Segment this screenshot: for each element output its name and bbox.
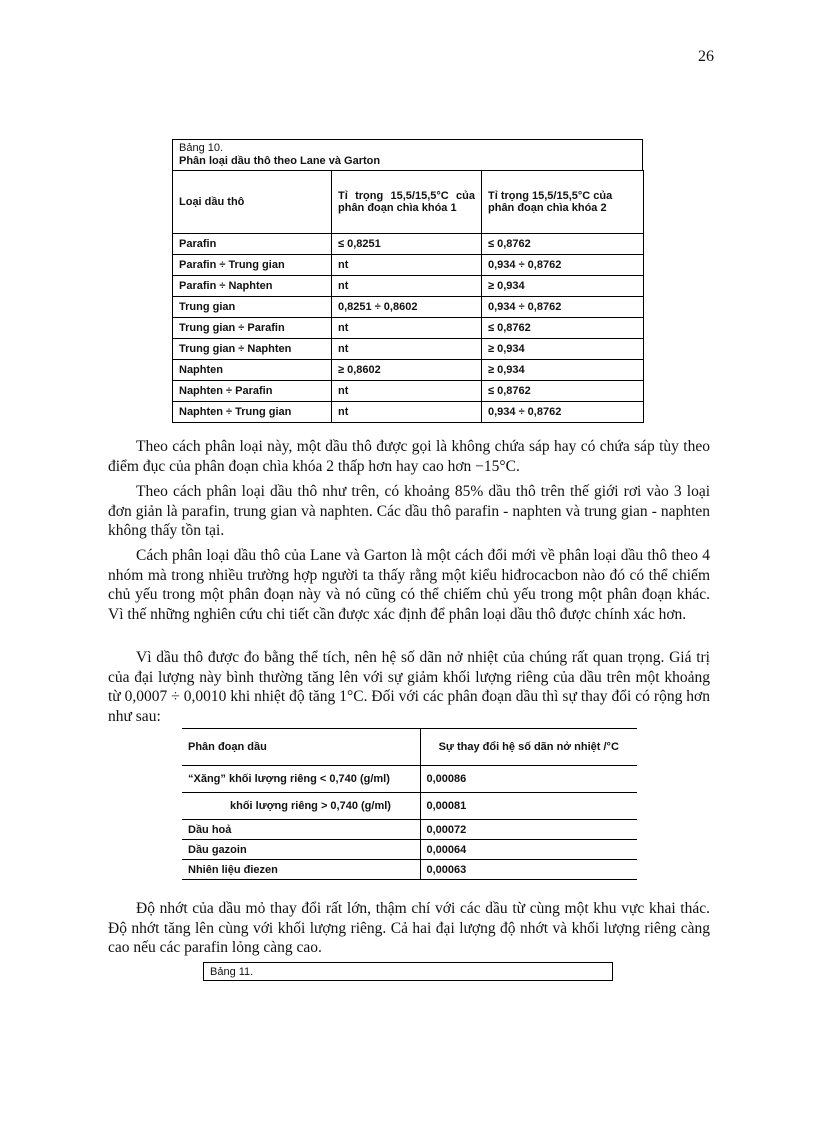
table-cell: 0,934 ÷ 0,8762 <box>482 255 644 276</box>
table-cell: Parafin ÷ Naphten <box>173 276 332 297</box>
table-cell: 0,00064 <box>420 840 637 860</box>
table-10-number: Bảng 10. <box>179 142 224 154</box>
table-cell: 0,00081 <box>420 793 637 820</box>
table-cell: khối lượng riêng > 0,740 (g/ml) <box>182 793 420 820</box>
table-cell: Parafin ÷ Trung gian <box>173 255 332 276</box>
table-cell: Trung gian <box>173 297 332 318</box>
table-row <box>173 297 644 318</box>
table-11-caption <box>203 962 613 981</box>
table-row <box>173 360 644 381</box>
table-cell: Nhiên liệu điezen <box>182 860 420 880</box>
table-cell: 0,00086 <box>420 766 637 793</box>
table-cell: Naphten ÷ Trung gian <box>173 402 332 423</box>
table-cell: nt <box>332 381 482 402</box>
header-cell: Sự thay đổi hệ số dãn nở nhiệt /°C <box>420 729 637 766</box>
paragraph <box>108 482 710 541</box>
thermal-expansion-grid <box>182 728 637 880</box>
table-cell: ≤ 0,8762 <box>482 234 644 255</box>
table-cell: nt <box>332 276 482 297</box>
table-row <box>182 840 637 860</box>
paragraph <box>108 648 710 726</box>
paragraph <box>108 437 710 476</box>
table-row <box>173 234 644 255</box>
table-10-title: Phân loại dầu thô theo Lane và Garton <box>179 155 381 167</box>
table-cell: nt <box>332 318 482 339</box>
table-cell: nt <box>332 402 482 423</box>
table-cell: ≥ 0,934 <box>482 360 644 381</box>
paragraph <box>108 899 710 958</box>
paragraph-text: Theo cách phân loại này, một dầu thô được gọi là không chứa sáp hay có chứa sáp tùy theo điểm đục của phân đoạn chìa khóa 2 thấp hơn hay cao hơn −15°C. <box>108 438 710 475</box>
paragraph-text: Độ nhớt của dầu mỏ thay đổi rất lớn, thậm chí với các dầu từ cùng một khu vực khai thác. Độ nhớt tăng lên cùng với khối lượng riêng. Cả hai đại lượng độ nhớt và khối lượng riêng càng cao nếu các parafin lỏng càng cao. <box>108 900 710 956</box>
table-row <box>173 381 644 402</box>
table-10-caption <box>172 139 643 170</box>
table-cell: ≤ 0,8762 <box>482 318 644 339</box>
table-row <box>182 860 637 880</box>
paragraph <box>108 546 710 624</box>
table-cell: Parafin <box>173 234 332 255</box>
table-header-row <box>182 729 637 766</box>
table-cell: nt <box>332 339 482 360</box>
table-cell: ≥ 0,8602 <box>332 360 482 381</box>
table-row <box>182 766 637 793</box>
table-row <box>173 402 644 423</box>
table-cell: “Xăng” khối lượng riêng < 0,740 (g/ml) <box>182 766 420 793</box>
table-cell: 0,934 ÷ 0,8762 <box>482 297 644 318</box>
table-row <box>182 793 637 820</box>
table-row <box>182 820 637 840</box>
table-cell: 0,8251 ÷ 0,8602 <box>332 297 482 318</box>
table-11-number: Bảng 11. <box>210 966 254 978</box>
table-row <box>173 318 644 339</box>
table-cell: Dầu gazoin <box>182 840 420 860</box>
page-number: 26 <box>698 48 714 65</box>
header-cell: Phân đoạn dầu <box>182 729 420 766</box>
header-cell: Tỉ trọng 15,5/15,5°C của phân đoạn chìa khóa 2 <box>482 171 644 234</box>
header-cell: Loại dầu thô <box>173 171 332 234</box>
table-cell: ≥ 0,934 <box>482 339 644 360</box>
thermal-expansion-table <box>182 728 637 880</box>
paragraph-text: Vì dầu thô được đo bằng thể tích, nên hệ số dãn nở nhiệt của chúng rất quan trọng. Giá trị của đại lượng này bình thường tăng lên với sự giảm khối lượng riêng của dầu trên một khoảng từ 0,0007 ÷ 0,0010 khi nhiệt độ tăng 1°C. Đối với các phân đoạn dầu thì sự thay đổi có rộng hơn như sau: <box>108 649 710 725</box>
table-row <box>173 276 644 297</box>
table-cell: ≥ 0,934 <box>482 276 644 297</box>
table-cell: 0,00063 <box>420 860 637 880</box>
table-10-grid <box>172 170 644 423</box>
table-cell: Naphten <box>173 360 332 381</box>
table-cell: nt <box>332 255 482 276</box>
paragraph-text: Cách phân loại dầu thô của Lane và Garton là một cách đổi mới về phân loại dầu thô theo 4 nhóm mà trong nhiều trường hợp người ta thấy rằng một kiểu hiđrocacbon nào đó có thể chiếm chủ yếu trong một phân đoạn này và nó cũng có thể chiếm chủ yếu trong một phân đoạn khác. Vì thế những nghiên cứu chi tiết cần được xác định để phân loại dầu thô được chính xác hơn. <box>108 547 710 623</box>
table-cell: Trung gian ÷ Parafin <box>173 318 332 339</box>
table-row <box>173 339 644 360</box>
header-cell: Tỉ trọng 15,5/15,5°C của phân đoạn chìa khóa 1 <box>332 171 482 234</box>
paragraph-text: Theo cách phân loại dầu thô như trên, có khoảng 85% dầu thô trên thế giới rơi vào 3 loại đơn giản là parafin, trung gian và naphten. Các dầu thô parafin - naphten và trung gian - naphten không thấy tồn tại. <box>108 483 710 539</box>
table-cell: Trung gian ÷ Naphten <box>173 339 332 360</box>
table-header-row <box>173 171 644 234</box>
table-row <box>173 255 644 276</box>
table-cell: Naphten ÷ Parafin <box>173 381 332 402</box>
table-cell: 0,934 ÷ 0,8762 <box>482 402 644 423</box>
table-cell: 0,00072 <box>420 820 637 840</box>
table-cell: ≤ 0,8251 <box>332 234 482 255</box>
table-cell: ≤ 0,8762 <box>482 381 644 402</box>
table-cell: Dầu hoả <box>182 820 420 840</box>
table-10 <box>172 139 643 423</box>
